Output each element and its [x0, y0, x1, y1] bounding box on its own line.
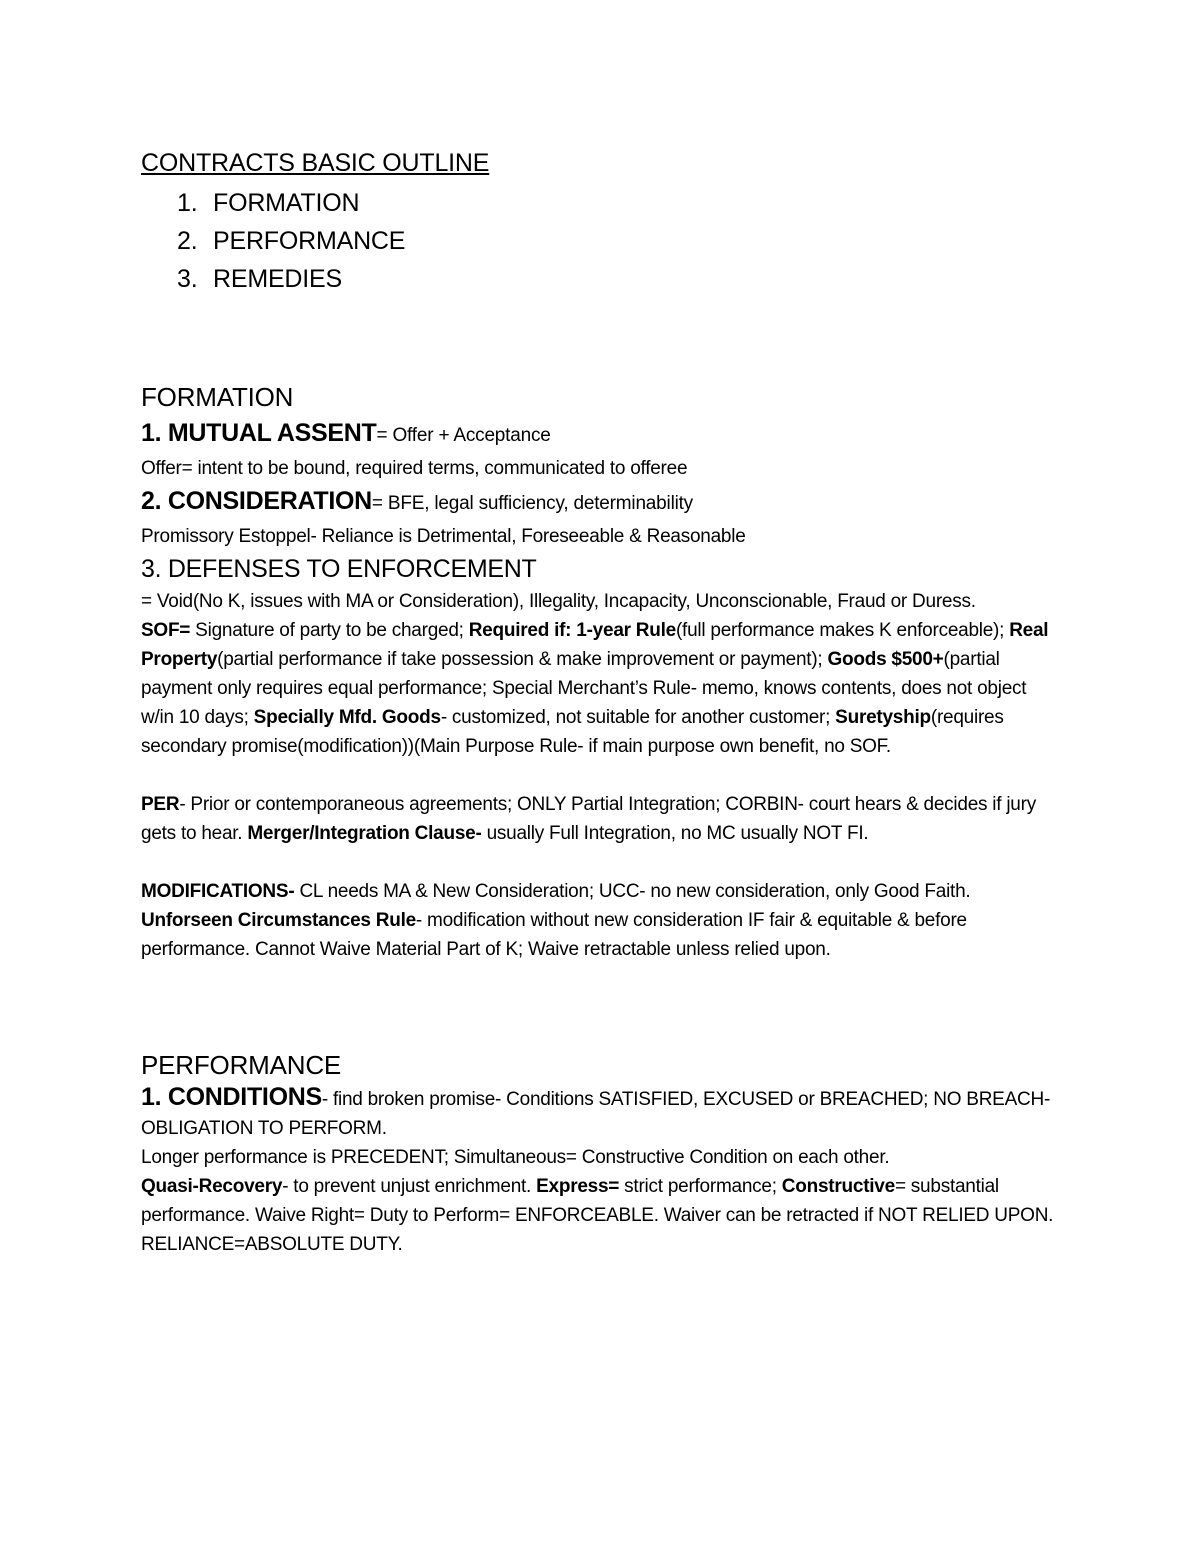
modifications-text: - modification without new consideration IF fair & equitable & before performance. Cannot Waive Material Part of K; Waive retractable unless relied upon.	[141, 910, 967, 960]
outline-list	[141, 184, 1061, 298]
outline-number: 1.	[177, 189, 198, 217]
sof-term: Required if: 1-year Rule	[468, 620, 676, 641]
sof-text: - customized, not suitable for another customer;	[440, 707, 836, 728]
modifications-term: MODIFICATIONS-	[141, 881, 295, 902]
sof-text: (partial payment only requires equal performance; Special Merchant’s Rule- memo, knows contents, does not object w/in 10 days;	[141, 649, 1027, 728]
per-text: - Prior or contemporaneous agreements; ONLY Partial Integration; CORBIN- court hears & decides if jury gets to hear.	[141, 794, 1036, 844]
conditions-label: 1. CONDITIONS	[141, 1083, 322, 1111]
sof-term: SOF=	[141, 620, 191, 641]
document-body	[141, 146, 1061, 1259]
express-term: Express=	[536, 1176, 620, 1197]
constructive-term: Constructive	[781, 1176, 895, 1197]
sof-text: (full performance makes K enforceable);	[675, 620, 1010, 641]
consideration-heading	[141, 483, 1061, 522]
sof-paragraph	[141, 616, 1061, 761]
formation-heading: FORMATION	[141, 382, 294, 412]
outline-label: REMEDIES	[213, 265, 342, 293]
sof-text: (requires secondary promise(modification))(Main Purpose Rule- if main purpose own benefit, no SOF.	[141, 707, 1004, 757]
outline-item	[141, 222, 1061, 260]
paragraph-gap	[141, 848, 1061, 877]
sof-term: Specially Mfd. Goods	[253, 707, 441, 728]
consideration-definition: = BFE, legal sufficiency, determinability	[371, 493, 693, 514]
outline-item	[141, 260, 1061, 298]
per-term: Merger/Integration Clause-	[247, 823, 482, 844]
quasi-recovery-term: Quasi-Recovery	[141, 1176, 283, 1197]
modifications-term: Unforseen Circumstances Rule	[141, 910, 416, 931]
outline-item	[141, 184, 1061, 222]
per-text: usually Full Integration, no MC usually NOT FI.	[481, 823, 869, 844]
conditions-paragraph	[141, 1083, 1061, 1143]
defenses-heading: 3. DEFENSES TO ENFORCEMENT	[141, 555, 537, 583]
sof-term: Suretyship	[835, 707, 931, 728]
precedent-line: Longer performance is PRECEDENT; Simultaneous= Constructive Condition on each other.	[141, 1147, 890, 1168]
outline-number: 3.	[177, 265, 198, 293]
outline-number: 2.	[177, 227, 198, 255]
sof-text: Signature of party to be charged;	[190, 620, 469, 641]
promissory-estoppel-line: Promissory Estoppel- Reliance is Detrimental, Foreseeable & Reasonable	[141, 526, 746, 547]
sof-term: Goods $500+	[827, 649, 944, 670]
document-title: CONTRACTS BASIC OUTLINE	[141, 149, 490, 177]
per-paragraph	[141, 790, 1061, 848]
outline-label: FORMATION	[213, 189, 360, 217]
mutual-assent-definition: = Offer + Acceptance	[376, 425, 551, 446]
offer-line: Offer= intent to be bound, required terms, communicated to offeree	[141, 458, 688, 479]
quasi-recovery-paragraph	[141, 1172, 1061, 1259]
paragraph-gap	[141, 761, 1061, 790]
express-text: strict performance;	[619, 1176, 782, 1197]
quasi-recovery-text: - to prevent unjust enrichment.	[282, 1176, 537, 1197]
sof-term: Real Property	[141, 620, 1049, 670]
performance-heading: PERFORMANCE	[141, 1050, 342, 1080]
outline-label: PERFORMANCE	[213, 227, 406, 255]
consideration-label: 2. CONSIDERATION	[141, 487, 372, 515]
defenses-line: = Void(No K, issues with MA or Consideration), Illegality, Incapacity, Unconscionable, Fraud or Duress.	[141, 591, 976, 612]
constructive-text: = substantial performance. Waive Right= Duty to Perform= ENFORCEABLE. Waiver can be retracted if NOT RELIED UPON. RELIANCE=ABSOLUTE DUTY.	[141, 1176, 1054, 1255]
conditions-text: - find broken promise- Conditions SATISFIED, EXCUSED or BREACHED; NO BREACH- OBLIGATION TO PERFORM.	[141, 1089, 1051, 1139]
mutual-assent-heading	[141, 415, 1061, 454]
per-term: PER	[141, 794, 180, 815]
mutual-assent-label: 1. MUTUAL ASSENT	[141, 419, 377, 447]
modifications-text: CL needs MA & New Consideration; UCC- no new consideration, only Good Faith.	[294, 881, 971, 902]
sof-text: (partial performance if take possession & make improvement or payment);	[217, 649, 828, 670]
modifications-paragraph	[141, 877, 1061, 964]
